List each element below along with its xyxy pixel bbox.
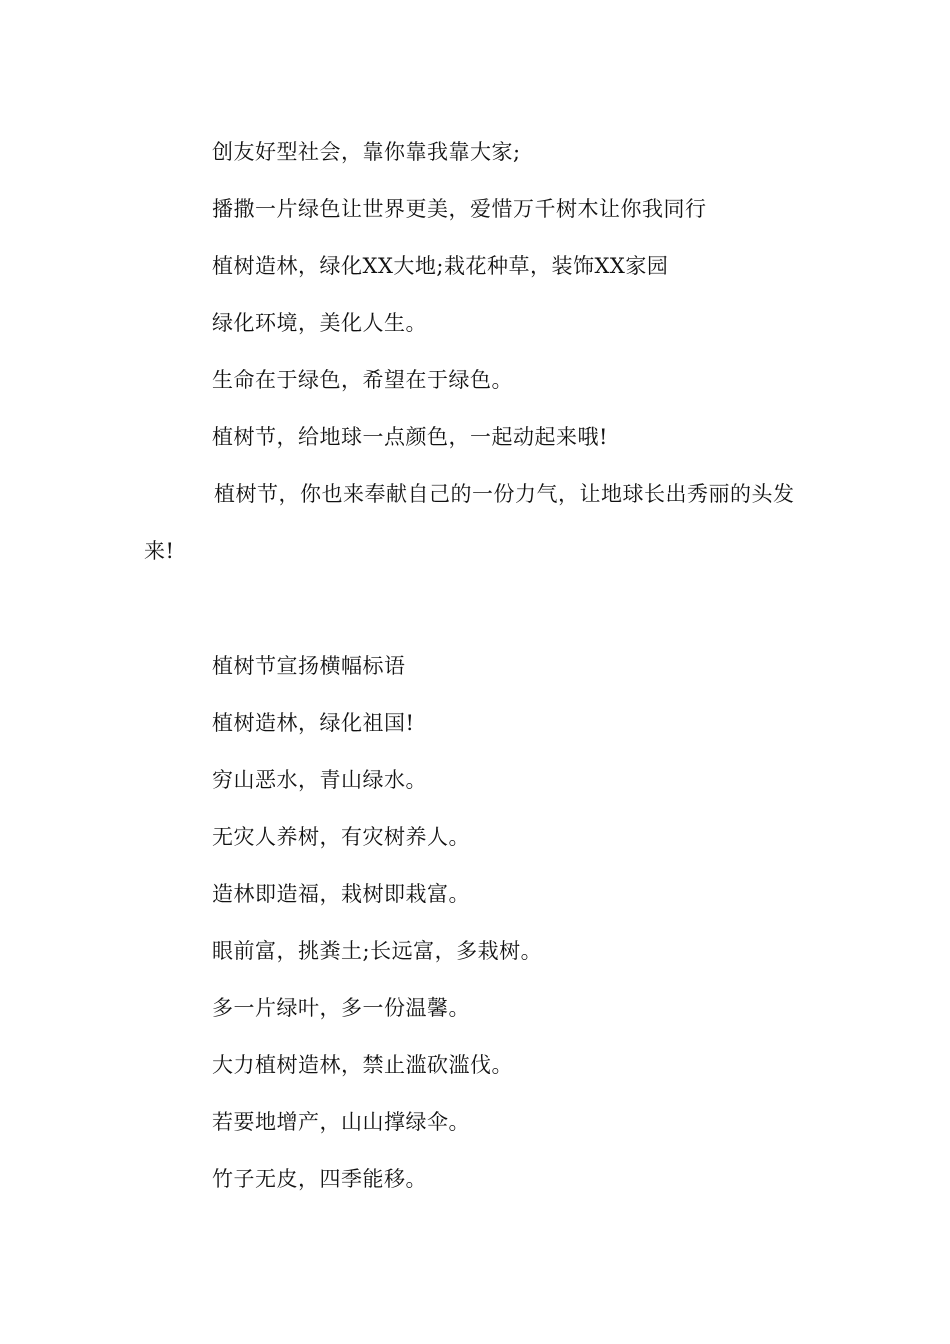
banner-slogan: 造林即造福，栽树即栽富。 (212, 882, 470, 906)
slogan-line: 生命在于绿色，希望在于绿色。 (212, 368, 513, 392)
slogan-line: 绿化环境，美化人生。 (212, 311, 427, 335)
banner-slogan: 穷山恶水，青山绿水。 (212, 768, 427, 792)
banner-slogan: 大力植树造林，禁止滥砍滥伐。 (212, 1053, 513, 1077)
wrapped-paragraph: 植树节，你也来奉献自己的一份力气，让地球长出秀丽的头发来! (144, 482, 795, 563)
banner-slogan: 竹子无皮，四季能移。 (212, 1167, 427, 1191)
slogan-line: 植树造林，绿化XX大地;栽花种草，装饰XX家园 (212, 254, 669, 278)
banner-slogan: 若要地增产，山山撑绿伞。 (212, 1110, 470, 1134)
slogan-line: 播撒一片绿色让世界更美，爱惜万千树木让你我同行 (212, 197, 707, 221)
slogan-line: 创友好型社会，靠你靠我靠大家; (212, 140, 521, 164)
banner-slogan: 植树造林，绿化祖国! (212, 711, 415, 735)
banner-slogan: 无灾人养树，有灾树养人。 (212, 825, 470, 849)
section-heading: 植树节宣扬横幅标语 (212, 654, 406, 678)
banner-slogan: 眼前富，挑粪土;长远富，多栽树。 (212, 939, 543, 963)
slogan-line: 植树节，给地球一点颜色，一起动起来哦! (212, 425, 608, 449)
banner-slogan: 多一片绿叶，多一份温馨。 (212, 996, 470, 1020)
